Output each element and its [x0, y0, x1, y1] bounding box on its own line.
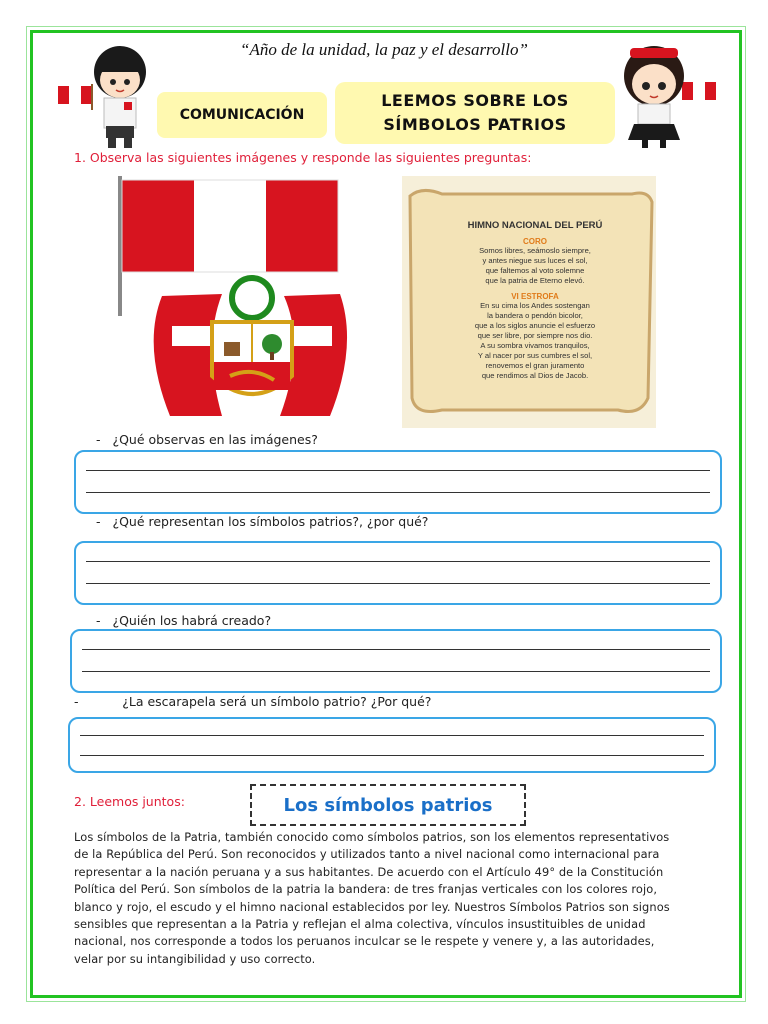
question-1 — [96, 432, 318, 447]
question-bullet: - — [74, 694, 79, 709]
question-3 — [96, 613, 271, 628]
anthem-line: En su cima los Andes sostengan — [480, 301, 590, 310]
reading-paragraph — [74, 829, 694, 968]
paragraph-line: velar por su intangibilidad y uso correcto. — [74, 951, 316, 966]
answer-box-2[interactable] — [74, 541, 722, 605]
flag-and-shield-illustration — [112, 176, 402, 428]
question-bullet: - — [96, 613, 101, 628]
answer-line — [82, 649, 710, 650]
answer-line — [86, 470, 710, 471]
question-2 — [96, 514, 428, 529]
anthem-line: A su sombra vivamos tranquilos, — [480, 341, 590, 350]
paragraph-line: Los símbolos de la Patria, también conocido como símbolos patrios, son los elementos representativos — [74, 830, 670, 844]
anthem-line: que rendimos al Dios de Jacob. — [481, 371, 589, 380]
question-text: ¿La escarapela será un símbolo patrio? ¿Por qué? — [122, 694, 432, 709]
anthem-text — [430, 220, 640, 381]
anthem-line: la bandera o pendón bicolor, — [487, 311, 583, 320]
answer-line — [82, 671, 710, 672]
reading-title: Los símbolos patrios — [250, 784, 526, 826]
paragraph-line: Política del Perú. Son símbolos de la patria la bandera: de tres franjas verticales con los colores rojo, — [74, 882, 658, 897]
lesson-title — [335, 82, 615, 144]
answer-line — [86, 583, 710, 584]
question-text: ¿Quién los habrá creado? — [112, 613, 272, 628]
question-text: ¿Qué observas en las imágenes? — [112, 432, 318, 447]
paragraph-line: nacional, nos corresponde a todos los peruanos inculcar se le respete y venere y, a las autoridades, — [74, 934, 655, 949]
boy-illustration — [54, 40, 158, 150]
paragraph-line: blanco y rojo, el escudo y el himno nacional establecidos por ley. Nuestros Símbolos Patrios son signos — [74, 899, 670, 914]
question-text: ¿Qué representan los símbolos patrios?, ¿por qué? — [112, 514, 429, 529]
anthem-line: que la patria de Eterno elevó. — [485, 276, 585, 285]
anthem-line: que ser libre, por siempre nos dio. — [477, 331, 593, 340]
anthem-coro-label: CORO — [523, 237, 547, 246]
anthem-line: que faltemos al voto solemne — [485, 266, 585, 275]
lesson-title-line2: SÍMBOLOS PATRIOS — [383, 115, 567, 134]
answer-line — [86, 492, 710, 493]
lesson-title-line1: LEEMOS SOBRE LOS — [381, 91, 569, 110]
paragraph-line: representar a la nación peruana y a sus habitantes. De acuerdo con el Artículo 49° de la Constitución — [74, 864, 664, 879]
subject-label: COMUNICACIÓN — [157, 92, 327, 138]
anthem-line: renovemos el gran juramento — [485, 361, 585, 370]
girl-illustration — [610, 40, 720, 150]
anthem-line: que a los siglos anuncie el esfuerzo — [474, 321, 596, 330]
answer-box-1[interactable] — [74, 450, 722, 514]
anthem-line: y antes niegue sus luces el sol, — [482, 256, 588, 265]
answer-line — [80, 735, 704, 736]
paragraph-line: sensibles que representan a la Patria y reflejan el alma colectiva, vínculos insustituibles de unidad — [74, 917, 646, 932]
section1-instruction: 1. Observa las siguientes imágenes y responde las siguientes preguntas: — [74, 150, 532, 165]
anthem-estrofa-label: VI ESTROFA — [511, 292, 559, 301]
question-4 — [74, 694, 431, 709]
paragraph-line: de la República del Perú. Son reconocidos y utilizados tanto a nivel nacional como internacional para — [74, 847, 660, 862]
answer-line — [86, 561, 710, 562]
anthem-line: Y al nacer por sus cumbres el sol, — [477, 351, 593, 360]
year-motto: “Año de la unidad, la paz y el desarrollo” — [240, 40, 528, 59]
answer-line — [80, 755, 704, 756]
anthem-title: HIMNO NACIONAL DEL PERÚ — [467, 220, 603, 231]
question-bullet: - — [96, 432, 101, 447]
answer-box-3[interactable] — [70, 629, 722, 693]
question-bullet: - — [96, 514, 101, 529]
anthem-line: Somos libres, seámoslo siempre, — [479, 246, 591, 255]
section2-label: 2. Leemos juntos: — [74, 794, 185, 809]
answer-box-4[interactable] — [68, 717, 716, 773]
patriotic-symbols-image — [112, 176, 656, 428]
